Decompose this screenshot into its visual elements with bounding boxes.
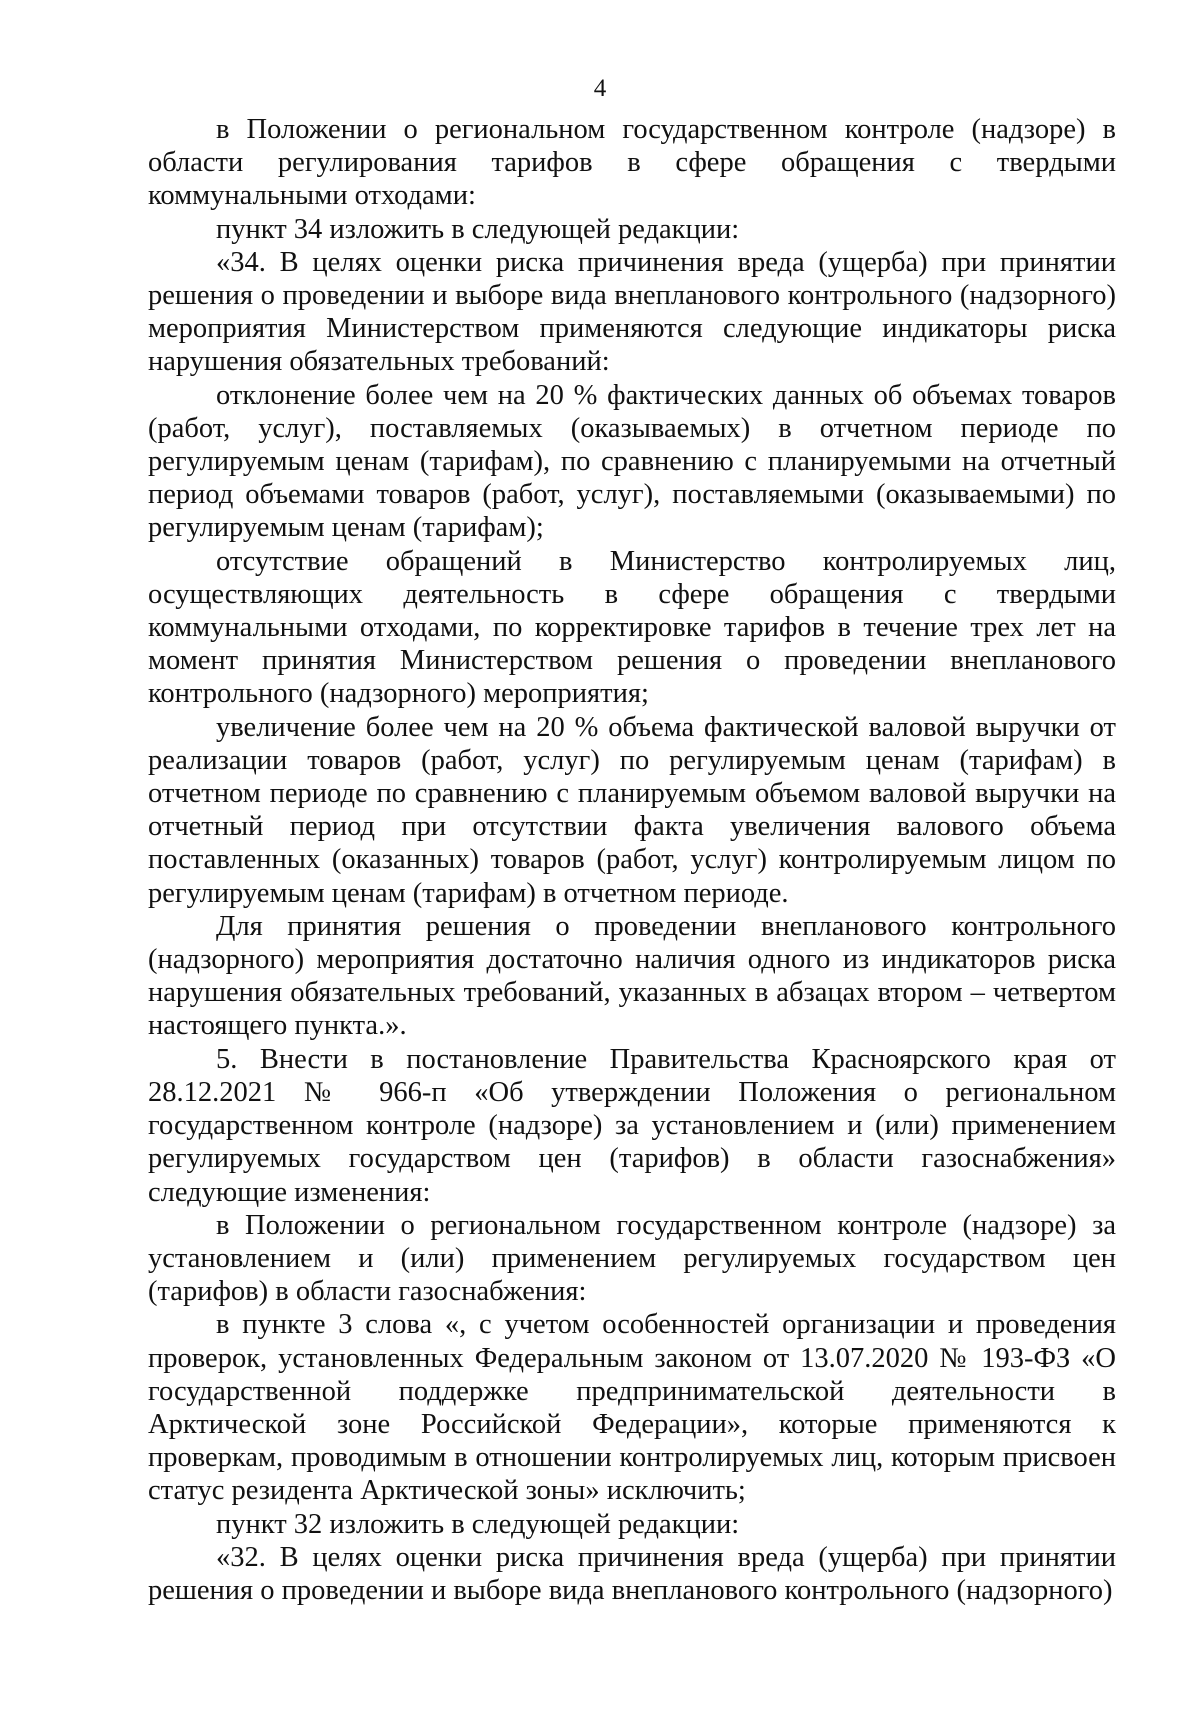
paragraph-item-3-exclusion: в пункте 3 слова «, с учетом особенностей организации и проведения проверок, установленных Федеральным законом от 13.07.2020 № 193-ФЗ «О государственной поддержке предпринимательской деятельности в Арктической зоне Российской Федерации», которые применяются к проверкам, проводимым в отношении контролируемых лиц, которым присвоен статус резидента Арктической зоны» исключить; xyxy=(148,1309,1116,1507)
paragraph-item-32-heading: пункт 32 изложить в следующей редакции: xyxy=(216,1508,740,1540)
document-body xyxy=(148,113,1116,1607)
paragraph-indicator-no-appeals: отсутствие обращений в Министерство контролируемых лиц, осуществляющих деятельность в сфере обращения с твердыми коммунальными отходами, по корректировке тарифов в течение трех лет на момент принятия Министерством решения о проведении внепланового контрольного (надзорного) мероприятия; xyxy=(148,545,1116,710)
paragraph-item-34-text: «34. В целях оценки риска причинения вреда (ущерба) при принятии решения о проведении и выборе вида внепланового контрольного (надзорного) мероприятия Министерством применяются следующие индикаторы риска нарушения обязательных требований: xyxy=(148,246,1116,378)
paragraph-indicator-revenue-increase: увеличение более чем на 20 % объема фактической валовой выручки от реализации товаров (работ, услуг) по регулируемым ценам (тарифам) в отчетном периоде по сравнению с планируемым объемом валовой выручки на отчетный период при отсутствии факта увеличения валового объема поставленных (оказанных) товаров (работ, услуг) контролируемым лицом по регулируемым ценам (тарифам) в отчетном периоде. xyxy=(148,711,1116,909)
paragraph-indicator-sufficiency: Для принятия решения о проведении внепланового контрольного (надзорного) мероприятия достаточно наличия одного из индикаторов риска нарушения обязательных требований, указанных в абзацах втором – четвертом настоящего пункта.». xyxy=(148,910,1116,1042)
paragraph-item-32-text: «32. В целях оценки риска причинения вреда (ущерба) при принятии решения о проведении и выборе вида внепланового контрольного (надзорного) xyxy=(148,1541,1116,1606)
paragraph-item-5-amendment: 5. Внести в постановление Правительства Красноярского края от 28.12.2021 № 966-п «Об утверждении Положения о региональном государственном контроле (надзоре) за установлением и (или) применением регулируемых государством цен (тарифов) в области газоснабжения» следующие изменения: xyxy=(148,1043,1116,1208)
paragraph-item-34-heading: пункт 34 изложить в следующей редакции: xyxy=(216,213,740,245)
paragraph-indicator-volume-deviation: отклонение более чем на 20 % фактических данных об объемах товаров (работ, услуг), поставляемых (оказываемых) в отчетном периоде по регулируемым ценам (тарифам), по сравнению с планируемыми на отчетный период объемами товаров (работ, услуг), поставляемыми (оказываемыми) по регулируемым ценам (тарифам); xyxy=(148,379,1116,544)
paragraph-tko-regulation-intro: в Положении о региональном государственном контроле (надзоре) в области регулирования тарифов в сфере обращения с твердыми коммунальными отходами: xyxy=(148,114,1116,212)
page-number: 4 xyxy=(593,75,607,102)
paragraph-gas-regulation-intro: в Положении о региональном государственном контроле (надзоре) за установлением и (или) применением регулируемых государством цен (тарифов) в области газоснабжения: xyxy=(148,1209,1116,1308)
